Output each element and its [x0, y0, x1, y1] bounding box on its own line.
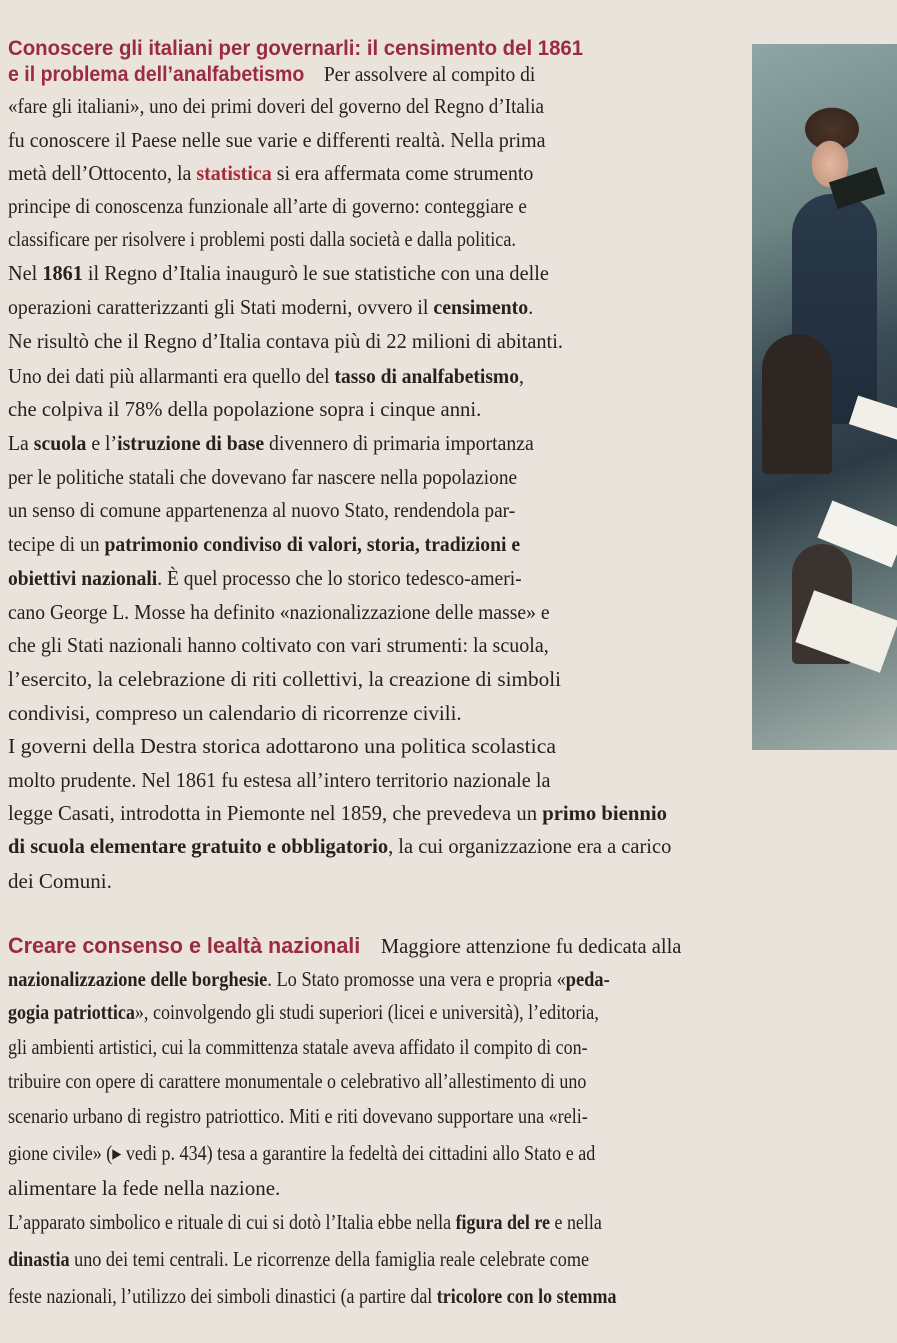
body-text: che gli Stati nazionali hanno coltivato con vari strumenti: la scuola,	[8, 633, 549, 657]
body-text: cano George L. Mosse ha definito «nazionalizzazione delle masse» e	[8, 600, 550, 624]
body-text: L’apparato simbolico e rituale di cui si dotò l’Italia ebbe nella	[8, 1210, 456, 1234]
text-line	[8, 193, 527, 219]
body-text: Maggiore attenzione fu dedicata alla	[380, 934, 682, 958]
bold-text: obiettivi nazionali	[8, 566, 158, 590]
text-line	[8, 565, 522, 591]
bold-text: dinastia	[8, 1247, 70, 1271]
body-text: ,	[518, 364, 524, 388]
body-text: .	[528, 295, 534, 319]
body-text: Per assolvere al compito di	[323, 62, 536, 86]
body-text: gione civile» (▸ vedi p. 434) tesa a garantire la fedeltà dei cittadini allo Stato e ad	[8, 1141, 596, 1165]
text-line	[8, 531, 520, 557]
body-text: tribuire con opere di carattere monumentale o celebrativo all’allestimento di uno	[8, 1069, 587, 1093]
body-text: . Lo Stato promosse una vera e propria «	[267, 967, 566, 991]
bold-text: istruzione di base	[117, 431, 265, 455]
body-text: I governi della Destra storica adottarono una politica scolastica	[8, 734, 557, 758]
text-line	[8, 700, 462, 726]
body-text: uno dei temi centrali. Le ricorrenze della famiglia reale celebrate come	[69, 1247, 590, 1271]
text-line	[8, 800, 667, 826]
heading-text: Conoscere gli italiani per governarli: il censimento del 1861	[8, 37, 584, 60]
body-text: legge Casati, introdotta in Piemonte nel 1859, che prevedeva un	[8, 801, 543, 825]
body-text: il Regno d’Italia inaugurò le sue statistiche con una delle	[82, 261, 549, 285]
body-text: fu conoscere il Paese nelle sue varie e differenti realtà. Nella prima	[8, 128, 546, 152]
bold-text: peda-	[565, 967, 610, 991]
text-line	[8, 1175, 280, 1201]
bold-text: primo biennio	[542, 801, 667, 825]
text-line	[8, 666, 561, 692]
body-text: Ne risultò che il Regno d’Italia contava più di 22 milioni di abitanti.	[8, 329, 563, 353]
section-heading	[8, 36, 583, 62]
book-shape	[829, 167, 885, 209]
text-line	[8, 966, 610, 992]
heading-text: e il problema dell’analfabetismo	[8, 63, 305, 86]
body-text: Uno dei dati più allarmanti era quello del	[8, 364, 335, 388]
body-text: l’esercito, la celebrazione di riti collettivi, la creazione di simboli	[8, 667, 562, 691]
body-text: alimentare la fede nella nazione.	[8, 1176, 281, 1200]
key-term: statistica	[196, 161, 272, 185]
text-line	[8, 93, 544, 119]
section-heading: Creare consenso e lealtà nazionali	[8, 933, 361, 958]
text-line	[8, 61, 535, 88]
body-text: molto prudente. Nel 1861 fu estesa all’intero territorio nazionale la	[8, 768, 551, 792]
text-line	[8, 733, 556, 759]
text-line	[8, 632, 549, 658]
body-text: condivisi, compreso un calendario di ricorrenze civili.	[8, 701, 462, 725]
bold-text: tricolore con lo stemma	[436, 1284, 617, 1308]
body-text: , la cui organizzazione era a carico	[388, 834, 672, 858]
body-text: feste nazionali, l’utilizzo dei simboli dinastici (a partire dal	[8, 1284, 437, 1308]
body-text: «fare gli italiani», uno dei primi doveri del governo del Regno d’Italia	[8, 94, 544, 118]
body-text: classificare per risolvere i problemi posti dalla società e dalla politica.	[8, 227, 516, 251]
body-text: », coinvolgendo gli studi superiori (licei e università), l’editoria,	[134, 1000, 599, 1024]
body-text: gli ambienti artistici, cui la committenza statale aveva affidato il compito di con-	[8, 1035, 588, 1059]
body-text: per le politiche statali che dovevano far nascere nella popolazione	[8, 465, 518, 489]
body-text: dei Comuni.	[8, 869, 112, 893]
bold-text: figura del re	[455, 1210, 551, 1234]
text-line	[8, 464, 517, 490]
text-line	[8, 767, 550, 793]
body-text: principe di conoscenza funzionale all’arte di governo: conteggiare e	[8, 194, 527, 218]
bold-text: tasso di analfabetismo	[334, 364, 519, 388]
bold-text: di scuola elementare gratuito e obbligatorio	[8, 834, 389, 858]
text-line	[8, 430, 534, 456]
pupil-figure	[762, 334, 832, 474]
text-line	[8, 160, 533, 186]
text-line	[8, 1068, 586, 1094]
text-line	[8, 833, 671, 859]
text-line	[8, 1283, 616, 1309]
body-text: tecipe di un	[8, 532, 105, 556]
body-text: La	[8, 431, 34, 455]
body-text: operazioni caratterizzanti gli Stati moderni, ovvero il	[8, 295, 434, 319]
body-text: metà dell’Ottocento, la	[8, 161, 197, 185]
bold-text: gogia patriottica	[8, 1000, 135, 1024]
paper-sheet	[849, 395, 897, 442]
text-line	[8, 1246, 589, 1272]
body-text: scenario urbano di registro patriottico. Miti e riti dovevano supportare una «reli-	[8, 1104, 588, 1128]
text-line	[8, 999, 599, 1025]
bold-text: patrimonio condiviso di valori, storia, tradizioni e	[104, 532, 521, 556]
text-line	[8, 396, 481, 422]
text-line	[8, 933, 681, 959]
body-text: e l’	[86, 431, 118, 455]
text-line	[8, 363, 524, 389]
body-text: un senso di comune appartenenza al nuovo Stato, rendendola par-	[8, 498, 516, 522]
text-line	[8, 1103, 588, 1129]
text-line	[8, 599, 550, 625]
text-line	[8, 260, 549, 286]
text-line	[8, 497, 515, 523]
body-text: che colpiva il 78% della popolazione sopra i cinque anni.	[8, 397, 482, 421]
text-line	[8, 1140, 595, 1166]
body-text: e nella	[550, 1210, 602, 1234]
classroom-painting	[752, 44, 897, 750]
text-line	[8, 294, 533, 320]
body-text: si era affermata come strumento	[271, 161, 534, 185]
text-line	[8, 127, 546, 153]
text-line	[8, 1034, 588, 1060]
text-line	[8, 868, 112, 894]
text-line	[8, 328, 563, 354]
bold-text: nazionalizzazione delle borghesie	[8, 967, 268, 991]
text-line	[8, 226, 516, 252]
bold-text: scuola	[33, 431, 87, 455]
body-text: Nel	[8, 261, 43, 285]
bold-text: censimento	[433, 295, 529, 319]
bold-text: 1861	[42, 261, 83, 285]
text-line	[8, 1209, 602, 1235]
body-text: . È quel processo che lo storico tedesco-ameri-	[157, 566, 522, 590]
body-text: divennero di primaria importanza	[264, 431, 534, 455]
